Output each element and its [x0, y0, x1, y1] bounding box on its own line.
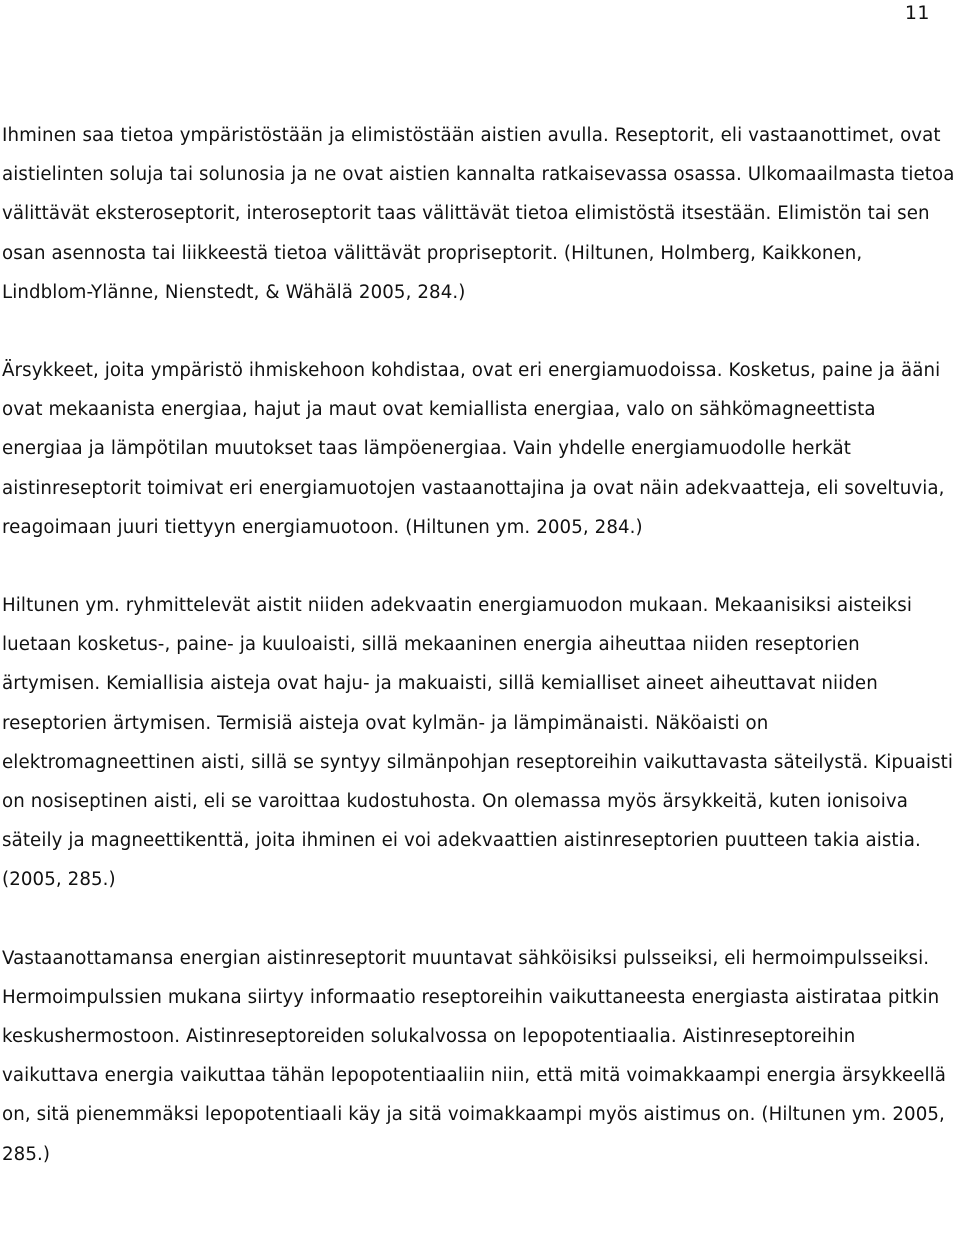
paragraph-stimuli-energy: Ärsykkeet, joita ympäristö ihmiskehoon kohdistaa, ovat eri energiamuodoissa. Kosketus, paine ja ääni ovat mekaanista energiaa, hajut ja maut ovat kemiallista energiaa, valo on sähkömagneettista energiaa ja lämpötilan muutokset taas lämpöenergiaa. Vain yhdelle energiamuodolle herkät aistinreseptorit toimivat eri energiamuotojen vastaanottajina ja ovat näin adekvaatteja, eli soveltuvia, reagoimaan juuri tiettyyn energiamuotoon. (Hiltunen ym. 2005, 284.): [2, 360, 945, 538]
paragraph-sense-groups: Hiltunen ym. ryhmittelevät aistit niiden adekvaatin energiamuodon mukaan. Mekaanisiksi aisteiksi luetaan kosketus-, paine- ja kuuloaisti, sillä mekaaninen energia aiheuttaa niiden reseptorien ärtymisen. Kemiallisia aisteja ovat haju- ja makuaisti, sillä kemialliset aineet aiheuttavat niiden reseptorien ärtymisen. Termisiä aisteja ovat kylmän- ja lämpimänaisti. Näköaisti on elektromagneettinen aisti, sillä se syntyy silmänpohjan reseptoreihin vaikuttavasta säteilystä. Kipuaisti on nosiseptinen aisti, eli se varoittaa kudostuhosta. On olemassa myös ärsykkeitä, kuten ionisoiva säteily ja magneettikenttä, joita ihminen ei voi adekvaattien aistinreseptorien puutteen takia aistia. (2005, 285.): [2, 595, 954, 891]
page-number: 11: [904, 2, 930, 24]
document-body: [2, 116, 958, 1174]
paragraph-nerve-impulses: Vastaanottamansa energian aistinreseptorit muuntavat sähköisiksi pulsseiksi, eli hermoimpulsseiksi. Hermoimpulssien mukana siirtyy informaatio reseptoreihin vaikuttaneesta energiasta aistirataa pitkin keskushermostoon. Aistinreseptoreiden solukalvossa on lepopotentiaalia. Aistinreseptoreihin vaikuttava energia vaikuttaa tähän lepopotentiaaliin niin, että mitä voimakkaampi energia ärsykkeellä on, sitä pienemmäksi lepopotentiaali käy ja sitä voimakkaampi myös aistimus on. (Hiltunen ym. 2005, 285.): [2, 947, 947, 1165]
paragraph-receptors: Ihminen saa tietoa ympäristöstään ja elimistöstään aistien avulla. Reseptorit, eli vastaanottimet, ovat aistielinten soluja tai solunosia ja ne ovat aistien kannalta ratkaisevassa osassa. Ulkomaailmasta tietoa välittävät eksteroseptorit, interoseptorit taas välittävät tietoa elimistöstä itsestään. Elimistön tai sen osan asennosta tai liikkeestä tietoa välittävät propriseptorit. (Hiltunen, Holmberg, Kaikkonen, Lindblom-Ylänne, Nienstedt, & Wähälä 2005, 284.): [2, 125, 955, 303]
